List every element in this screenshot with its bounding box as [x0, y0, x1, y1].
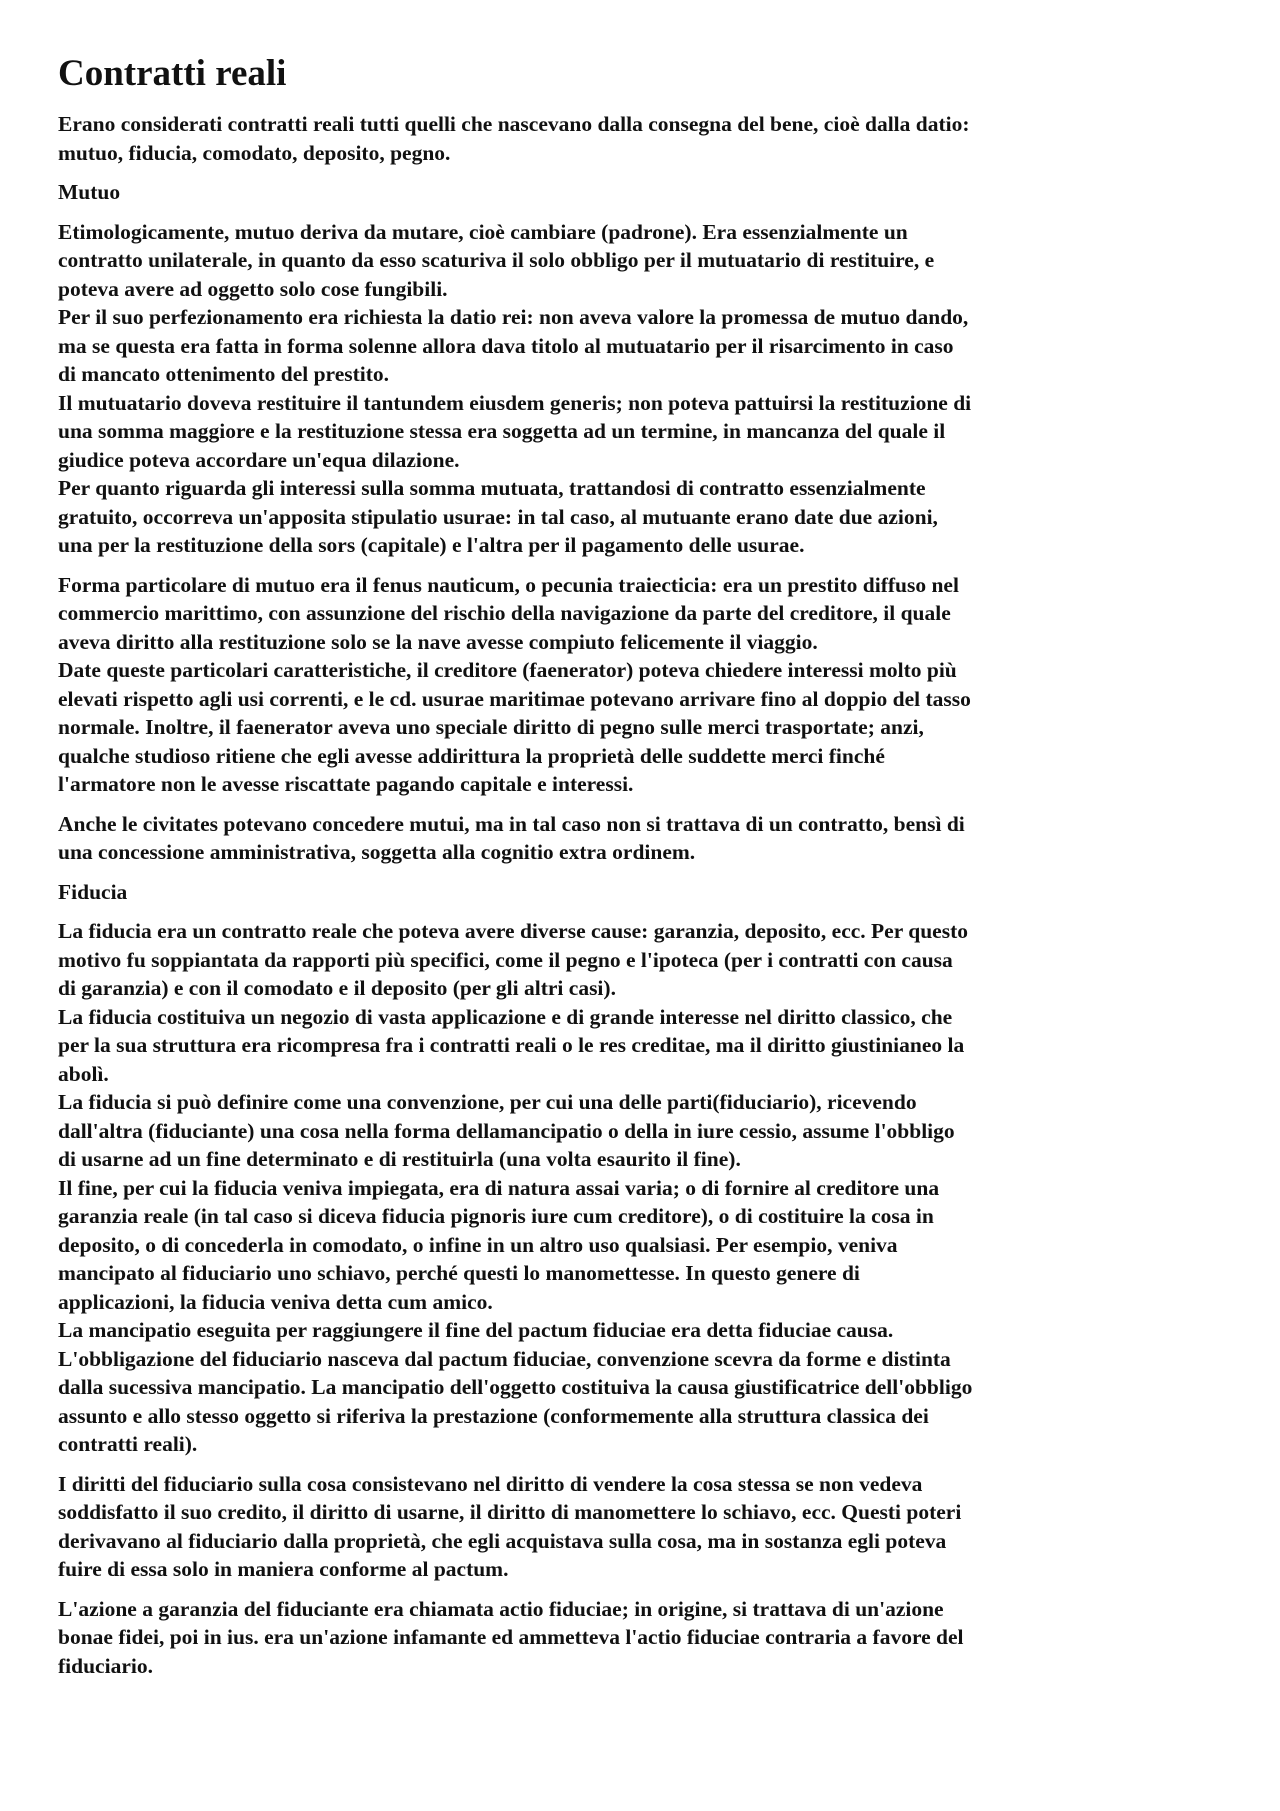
text-line: fiduciario. — [58, 1653, 153, 1678]
page-title: Contratti reali — [58, 53, 287, 94]
text-line: per la sua struttura era ricompresa fra i contratti reali o le res creditae, ma il diritto giustinianeo la — [58, 1033, 965, 1058]
text-line: di mancato ottenimento del prestito. — [58, 362, 390, 387]
text-line: derivavano al fiduciario dalla proprietà, che egli acquistava sulla cosa, ma in sostanza egli poteva — [58, 1528, 947, 1553]
text-line: garanzia reale (in tal caso si diceva fiducia pignoris iure cum creditore), o di costituire la cosa in — [58, 1204, 934, 1229]
paragraph — [58, 571, 1178, 799]
text-line: Etimologicamente, mutuo deriva da mutare, cioè cambiare (padrone). Era essenzialmente un — [58, 219, 908, 244]
text-line: bonae fidei, poi in ius. era un'azione infamante ed ammetteva l'actio fiduciae contraria a favore del — [58, 1625, 964, 1650]
text-line: Il mutuatario doveva restituire il tantundem eiusdem generis; non poteva pattuirsi la restituzione di — [58, 390, 972, 415]
text-line: poteva avere ad oggetto solo cose fungibili. — [58, 276, 448, 301]
text-line: Per quanto riguarda gli interessi sulla somma mutuata, trattandosi di contratto essenzialmente — [58, 476, 926, 501]
text-line: mutuo, fiducia, comodato, deposito, pegno. — [58, 140, 451, 165]
text-line: Erano considerati contratti reali tutti quelli che nascevano dalla consegna del bene, cioè dalla datio: — [58, 112, 970, 137]
text-line: La fiducia costituiva un negozio di vasta applicazione e di grande interesse nel diritto classico, che — [58, 1004, 953, 1029]
section-heading-fiducia: Fiducia — [58, 879, 128, 904]
text-line: I diritti del fiduciario sulla cosa consistevano nel diritto di vendere la cosa stessa se non vedeva — [58, 1471, 923, 1496]
text-line: una somma maggiore e la restituzione stessa era soggetta ad un termine, in mancanza del quale il — [58, 419, 946, 444]
text-line: aveva diritto alla restituzione solo se la nave avesse compiuto felicemente il viaggio. — [58, 629, 818, 654]
document-page — [58, 52, 1178, 1680]
text-line: soddisfatto il suo credito, il diritto di usarne, il diritto di manomettere lo schiavo, ecc. Questi poteri — [58, 1500, 962, 1525]
text-line: La mancipatio eseguita per raggiungere il fine del pactum fiduciae era detta fiduciae causa. — [58, 1318, 894, 1343]
text-line: L'obbligazione del fiduciario nasceva dal pactum fiduciae, convenzione scevra da forme e distinta — [58, 1346, 951, 1371]
text-line: qualche studioso ritiene che egli avesse addirittura la proprietà delle suddette merci finché — [58, 743, 885, 768]
text-line: applicazioni, la fiducia veniva detta cum amico. — [58, 1289, 493, 1314]
text-line: mancipato al fiduciario uno schiavo, perché questi lo manomettesse. In questo genere di — [58, 1261, 860, 1286]
paragraph — [58, 917, 1178, 1459]
text-line: dalla sucessiva mancipatio. La mancipatio dell'oggetto costituiva la causa giustificatrice dell'obbligo — [58, 1375, 973, 1400]
text-line: una concessione amministrativa, soggetta alla cognitio extra ordinem. — [58, 840, 696, 865]
text-line: La fiducia era un contratto reale che poteva avere diverse cause: garanzia, deposito, ecc. Per questo — [58, 919, 968, 944]
text-line: Il fine, per cui la fiducia veniva impiegata, era di natura assai varia; o di fornire al creditore una — [58, 1175, 940, 1200]
text-line: Date queste particolari caratteristiche, il creditore (faenerator) poteva chiedere interessi molto più — [58, 658, 957, 683]
text-line: fuire di essa solo in maniera conforme al pactum. — [58, 1557, 509, 1582]
paragraph — [58, 810, 1178, 867]
text-line: gratuito, occorreva un'apposita stipulatio usurae: in tal caso, al mutuante erano date due azioni, — [58, 504, 938, 529]
text-line: contratto unilaterale, in quanto da esso scaturiva il solo obbligo per il mutuatario di restituire, e — [58, 248, 935, 273]
text-line: motivo fu soppiantata da rapporti più specifici, come il pegno e l'ipoteca (per i contratti con causa — [58, 947, 953, 972]
text-line: l'armatore non le avesse riscattate pagando capitale e interessi. — [58, 772, 634, 797]
section-mutuo — [58, 178, 1178, 867]
text-line: dall'altra (fiduciante) una cosa nella forma dellamancipatio o della in iure cessio, assume l'obbligo — [58, 1118, 955, 1143]
paragraph — [58, 1470, 1178, 1584]
text-line: normale. Inoltre, il faenerator aveva uno speciale diritto di pegno sulle merci trasportate; anzi, — [58, 715, 924, 740]
paragraph — [58, 1595, 1178, 1681]
text-line: assunto e allo stesso oggetto si riferiva la prestazione (conformemente alla struttura classica dei — [58, 1403, 929, 1428]
text-line: di usarne ad un fine determinato e di restituirla (una volta esaurito il fine). — [58, 1147, 741, 1172]
section-fiducia — [58, 878, 1178, 1681]
text-line: Anche le civitates potevano concedere mutui, ma in tal caso non si trattava di un contratto, bensì di — [58, 811, 965, 836]
text-line: L'azione a garanzia del fiduciante era chiamata actio fiduciae; in origine, si trattava di un'azione — [58, 1596, 944, 1621]
text-line: commercio marittimo, con assunzione del rischio della navigazione da parte del creditore, il quale — [58, 601, 951, 626]
text-line: La fiducia si può definire come una convenzione, per cui una delle parti(fiduciario), ricevendo — [58, 1090, 917, 1115]
text-line: di garanzia) e con il comodato e il deposito (per gli altri casi). — [58, 976, 616, 1001]
text-line: abolì. — [58, 1061, 109, 1086]
text-line: una per la restituzione della sors (capitale) e l'altra per il pagamento delle usurae. — [58, 533, 805, 558]
text-line: ma se questa era fatta in forma solenne allora dava titolo al mutuatario per il risarcimento in caso — [58, 333, 954, 358]
text-line: deposito, o di concederla in comodato, o infine in un altro uso qualsiasi. Per esempio, veniva — [58, 1232, 898, 1257]
intro-paragraph — [58, 110, 1178, 167]
text-line: Per il suo perfezionamento era richiesta la datio rei: non aveva valore la promessa de mutuo dando, — [58, 305, 969, 330]
text-line: contratti reali). — [58, 1432, 198, 1457]
section-heading-mutuo: Mutuo — [58, 180, 121, 205]
text-line: Forma particolare di mutuo era il fenus nauticum, o pecunia traiecticia: era un prestito diffuso nel — [58, 572, 959, 597]
text-line: giudice poteva accordare un'equa dilazione. — [58, 447, 460, 472]
text-line: elevati rispetto agli usi correnti, e le cd. usurae maritimae potevano arrivare fino al doppio del tasso — [58, 686, 971, 711]
paragraph — [58, 218, 1178, 560]
